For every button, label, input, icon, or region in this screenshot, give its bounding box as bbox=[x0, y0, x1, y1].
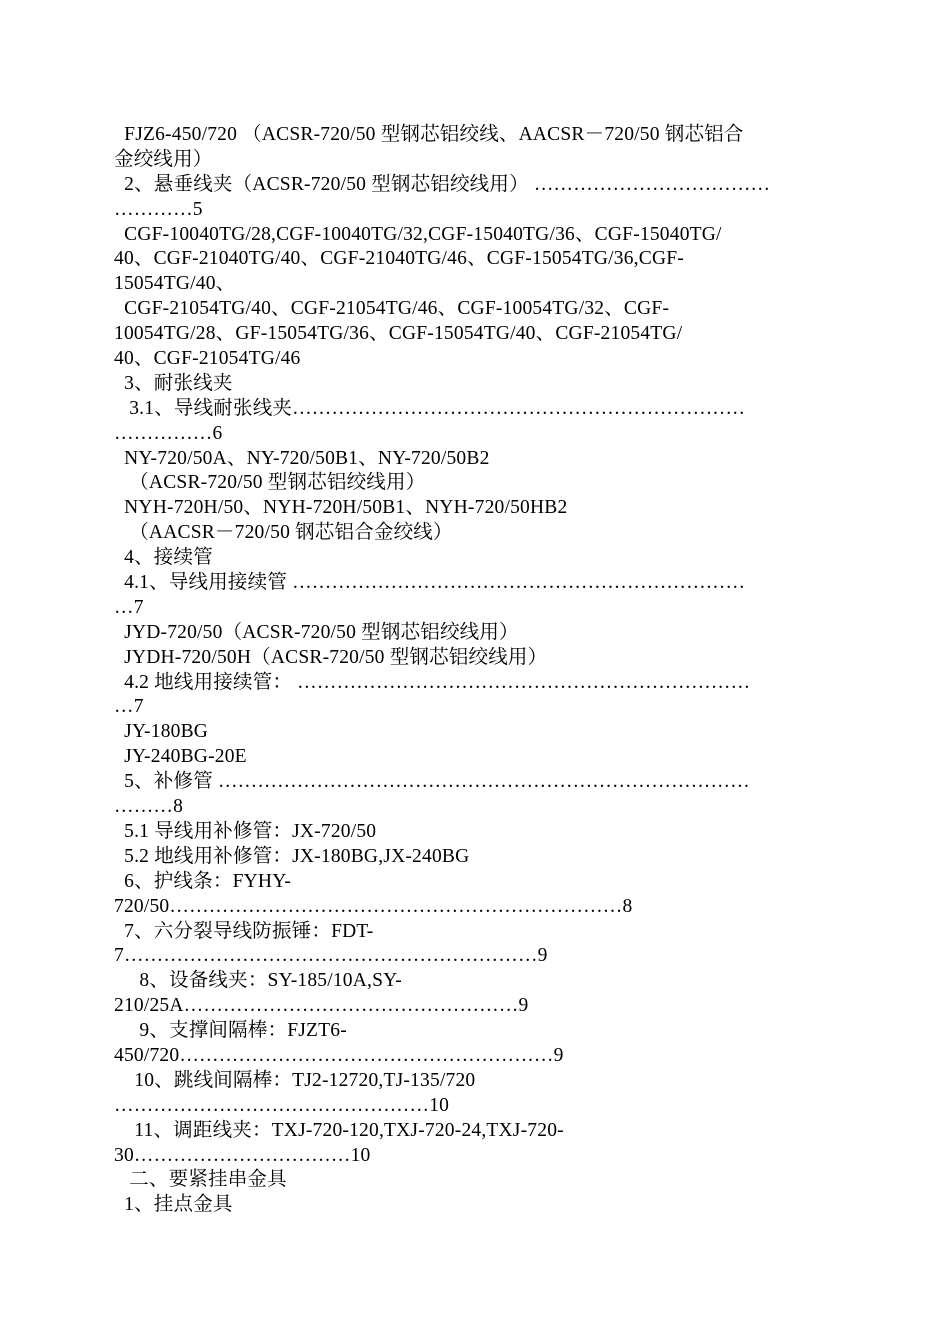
toc-line: 7、六分裂导线防振锤：FDT- bbox=[114, 920, 374, 942]
toc-line: JYDH-720/50H（ACSR-720/50 型钢芯铝绞线用） bbox=[114, 646, 548, 668]
toc-line: 7………………………………………………………9 bbox=[114, 945, 548, 967]
toc-line: 3.1、导线耐张线夹…………………………………………………………… bbox=[114, 397, 746, 419]
toc-line: （AACSR－720/50 钢芯铝合金绞线） bbox=[114, 522, 453, 544]
toc-line: 40、CGF-21040TG/40、CGF-21040TG/46、CGF-15054TG/36,CGF- bbox=[114, 248, 684, 270]
toc-line: NYH-720H/50、NYH-720H/50B1、NYH-720/50HB2 bbox=[114, 497, 568, 519]
toc-line: （ACSR-720/50 型钢芯铝绞线用） bbox=[114, 472, 426, 494]
toc-line: 10054TG/28、GF-15054TG/36、CGF-15054TG/40、CGF-21054TG/ bbox=[114, 323, 683, 345]
toc-line: CGF-10040TG/28,CGF-10040TG/32,CGF-15040TG/36、CGF-15040TG/ bbox=[114, 223, 722, 245]
toc-line: 1、挂点金具 bbox=[114, 1194, 233, 1216]
toc-line: 720/50……………………………………………………………8 bbox=[114, 895, 633, 917]
toc-line: JY-240BG-20E bbox=[114, 746, 247, 768]
toc-line: …7 bbox=[114, 696, 144, 718]
toc-line: 二、要紧挂串金具 bbox=[114, 1169, 287, 1191]
toc-line: …7 bbox=[114, 596, 144, 618]
toc-line: NY-720/50A、NY-720/50B1、NY-720/50B2 bbox=[114, 447, 490, 469]
toc-line: …………………………………………10 bbox=[114, 1094, 450, 1116]
toc-line: 4.2 地线用接续管： …………………………………………………………… bbox=[114, 671, 751, 693]
table-of-contents bbox=[114, 123, 844, 1218]
toc-line: FJZ6-450/720 （ACSR-720/50 型钢芯铝绞线、AACSR－720/50 钢芯铝合 bbox=[114, 124, 744, 145]
toc-line: 5.1 导线用补修管：JX-720/50 bbox=[114, 820, 377, 842]
toc-line: 6、护线条：FYHY- bbox=[114, 870, 292, 892]
toc-line: 30……………………………10 bbox=[114, 1144, 371, 1166]
toc-line: 450/720…………………………………………………9 bbox=[114, 1044, 564, 1066]
toc-line: 10、跳线间隔棒：TJ2-12720,TJ-135/720 bbox=[114, 1069, 476, 1091]
toc-line: 11、调距线夹：TXJ-720-120,TXJ-720-24,TXJ-720- bbox=[114, 1119, 564, 1141]
toc-line: 5、补修管 ……………………………………………………………………… bbox=[114, 771, 750, 793]
toc-line: 金绞线用） bbox=[114, 148, 213, 170]
toc-line: 5.2 地线用补修管：JX-180BG,JX-240BG bbox=[114, 845, 470, 867]
toc-line: 4、接续管 bbox=[114, 547, 213, 569]
toc-line: JYD-720/50（ACSR-720/50 型钢芯铝绞线用） bbox=[114, 621, 519, 643]
toc-line: 210/25A……………………………………………9 bbox=[114, 995, 529, 1017]
toc-line: 40、CGF-21054TG/46 bbox=[114, 348, 301, 370]
toc-line: ……………6 bbox=[114, 422, 223, 444]
toc-line: 3、耐张线夹 bbox=[114, 372, 233, 394]
toc-line: 4.1、导线用接续管 …………………………………………………………… bbox=[114, 572, 746, 594]
toc-line: 8、设备线夹：SY-185/10A,SY- bbox=[114, 970, 402, 992]
toc-line: 2、悬垂线夹（ACSR-720/50 型钢芯铝绞线用） ……………………………… bbox=[114, 173, 771, 195]
toc-line: 15054TG/40、 bbox=[114, 273, 236, 295]
toc-line: ………8 bbox=[114, 796, 184, 818]
toc-line: CGF-21054TG/40、CGF-21054TG/46、CGF-10054TG/32、CGF- bbox=[114, 298, 670, 320]
toc-line: JY-180BG bbox=[114, 721, 209, 743]
toc-line: …………5 bbox=[114, 198, 203, 220]
toc-line: 9、支撑间隔棒：FJZT6- bbox=[114, 1020, 347, 1042]
